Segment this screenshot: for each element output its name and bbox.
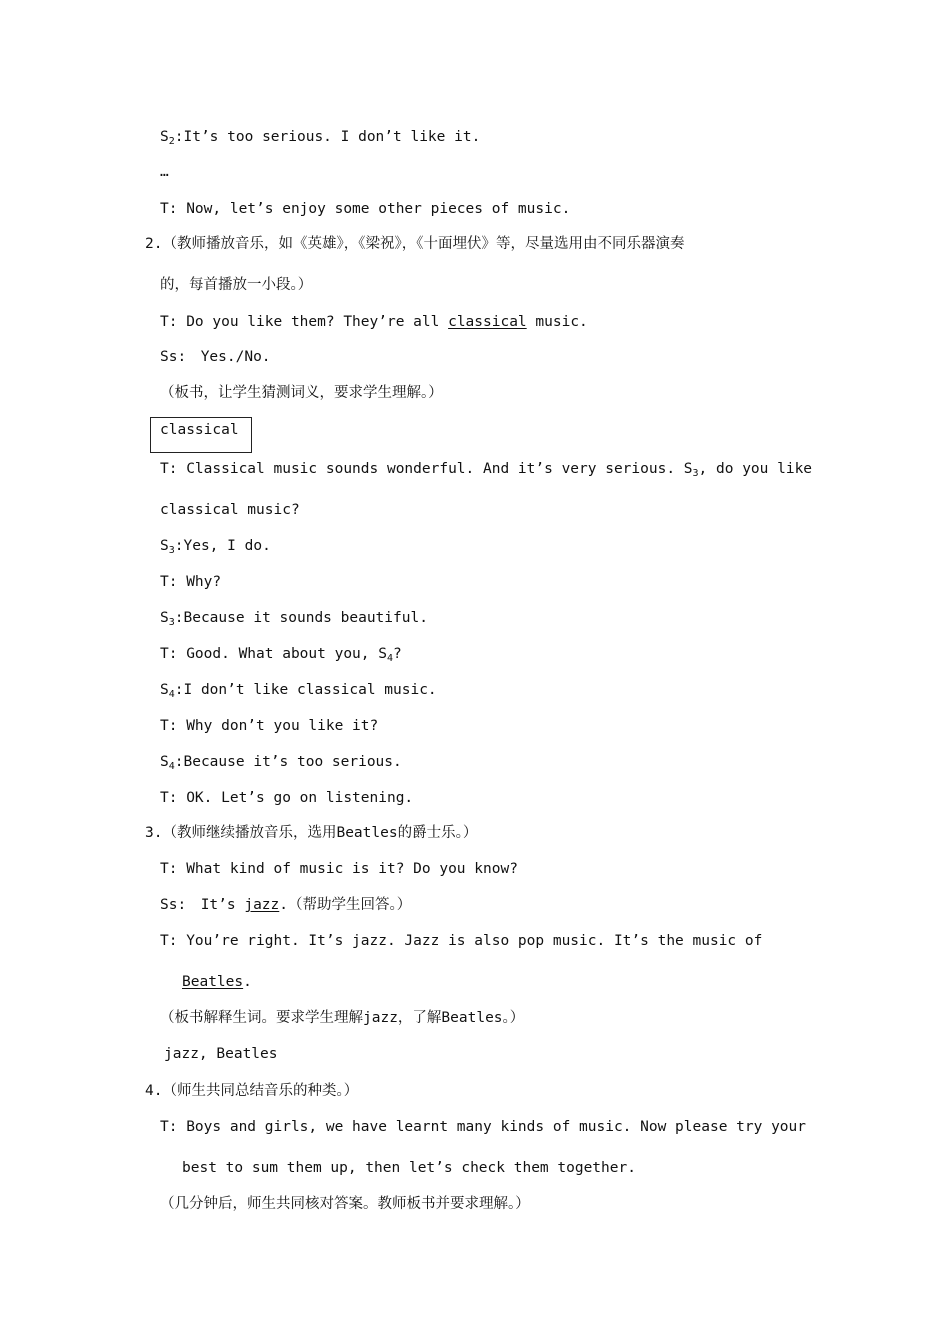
dialogue-line: T: Classical music sounds wonderful. And it’s very serious. $S_3$, do you like	[160, 461, 813, 479]
dialogue-line: $S_3:Because$ it sounds beautiful.	[160, 610, 428, 628]
dialogue-line: $S_2:It’s$ too serious. I don’t like it.	[160, 129, 481, 147]
step-4-instruction: 4.（师生共同总结音乐的种类。）	[145, 1083, 359, 1099]
dialogue-line: T: OK. Let’s go on listening.	[160, 790, 414, 806]
dialogue-line: Ss: Yes./No.	[160, 349, 271, 365]
underlined-term: Beatles	[182, 974, 244, 990]
dialogue-line: T: Why?	[160, 574, 222, 590]
dialogue-line: T: Now, let’s enjoy some other pieces of music.	[160, 201, 571, 217]
step-2-instruction: 2.（教师播放音乐，如《英雄》，《梁祝》，《十面埋伏》等，尽量选用由不同乐器演奏	[145, 236, 685, 252]
dialogue-line-cont: Beatles.	[182, 974, 252, 990]
vocabulary-box	[150, 417, 252, 453]
dialogue-line: Ss: It’s jazz.（帮助学生回答。）	[160, 897, 412, 913]
dialogue-line: T: Boys and girls, we have learnt many kinds of music. Now please try your	[160, 1119, 807, 1135]
underlined-term: jazz	[244, 897, 280, 913]
dialogue-line: T: Do you like them? They’re all classical music.	[160, 314, 588, 330]
dialogue-line: T: What kind of music is it? Do you know?	[160, 861, 518, 877]
dialogue-line-cont: best to sum them up, then let’s check them together.	[182, 1160, 636, 1176]
underlined-term: classical	[448, 314, 527, 330]
vocabulary-words: jazz, Beatles	[164, 1046, 278, 1062]
dialogue-line: $S_3:Yes$, I do.	[160, 538, 271, 556]
step-2-instruction-cont: 的，每首播放一小段。）	[160, 277, 313, 293]
blackboard-note: （板书解释生词。要求学生理解jazz，了解Beatles。）	[160, 1010, 525, 1026]
dialogue-line: T: You’re right. It’s jazz. Jazz is also pop music. It’s the music of	[160, 933, 763, 949]
blackboard-note: （几分钟后，师生共同核对答案。教师板书并要求理解。）	[160, 1196, 530, 1212]
vocabulary-word: classical	[160, 422, 239, 438]
dialogue-line: T: Good. What about you, $S_4$?	[160, 646, 402, 664]
dialogue-line: $S_4:Because$ it’s too serious.	[160, 754, 402, 772]
dialogue-line-cont: classical music?	[160, 502, 300, 518]
step-3-instruction: 3.（教师继续播放音乐，选用Beatles的爵士乐。）	[145, 825, 478, 841]
ellipsis: …	[160, 164, 169, 180]
dialogue-line: T: Why don’t you like it?	[160, 718, 379, 734]
dialogue-line: $S_4:I$ don’t like classical music.	[160, 682, 437, 700]
blackboard-note: （板书，让学生猜测词义，要求学生理解。）	[160, 385, 443, 401]
